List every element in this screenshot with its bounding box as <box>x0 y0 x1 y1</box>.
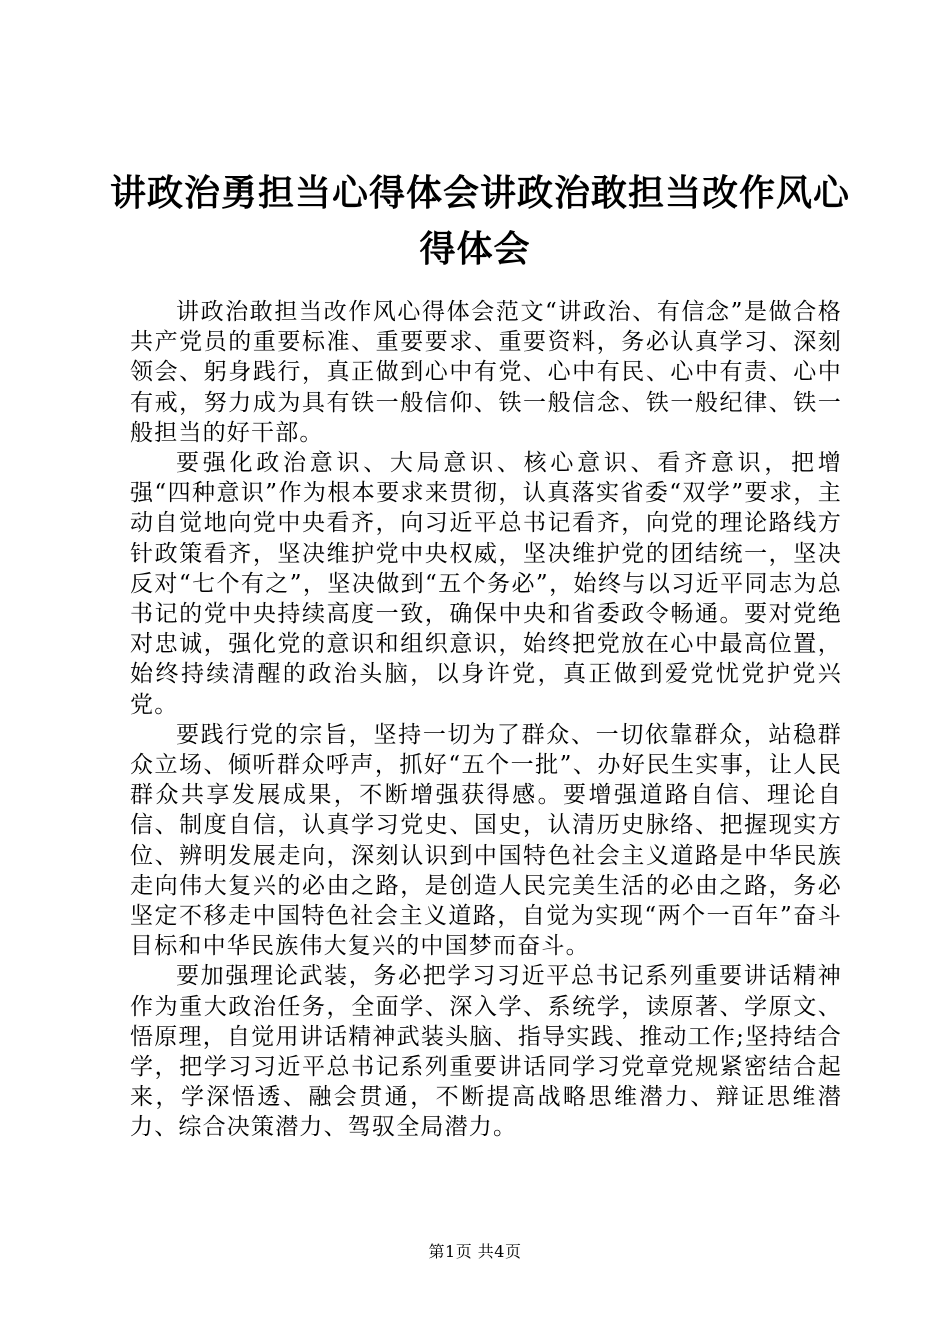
document-body <box>130 297 842 1143</box>
body-paragraph: 要践行党的宗旨，坚持一切为了群众、一切依靠群众，站稳群众立场、倾听群众呼声，抓好“五个一批”、办好民生实事，让人民群众共享发展成果，不断增强获得感。要增强道路自信、理论自信、制度自信，认真学习党史、国史，认清历史脉络、把握现实方位、辨明发展走向，深刻认识到中国特色社会主义道路是中华民族走向伟大复兴的必由之路，是创造人民完美生活的必由之路，务必坚定不移走中国特色社会主义道路，自觉为实现“两个一百年”奋斗目标和中华民族伟大复兴的中国梦而奋斗。 <box>130 721 842 960</box>
page-number-footer: 第1页 共4页 <box>428 1242 522 1261</box>
body-paragraph: 讲政治敢担当改作风心得体会范文“讲政治、有信念”是做合格共产党员的重要标准、重要要求、重要资料，务必认真学习、深刻领会、躬身践行，真正做到心中有党、心中有民、心中有责、心中有戒，努力成为具有铁一般信仰、铁一般信念、铁一般纪律、铁一般担当的好干部。 <box>130 299 842 446</box>
document-title-line-1: 讲政治勇担当心得体会讲政治敢担当改作风心 <box>110 173 851 214</box>
body-paragraph: 要加强理论武装，务必把学习习近平总书记系列重要讲话精神作为重大政治任务，全面学、深入学、系统学，读原著、学原文、悟原理，自觉用讲话精神武装头脑、指导实践、推动工作;坚持结合学，把学习习近平总书记系列重要讲话同学习党章党规紧密结合起来，学深悟透、融会贯通，不断提高战略思维潜力、辩证思维潜力、综合决策潜力、驾驭全局潜力。 <box>130 963 842 1141</box>
document-title-line-2: 得体会 <box>419 229 531 270</box>
document-title <box>110 166 851 278</box>
body-paragraph: 要强化政治意识、大局意识、核心意识、看齐意识，把增强“四种意识”作为根本要求来贯彻，认真落实省委“双学”要求，主动自觉地向党中央看齐，向习近平总书记看齐，向党的理论路线方针政策看齐，坚决维护党中央权威，坚决维护党的团结统一，坚决反对“七个有之”，坚决做到“五个务必”，始终与以习近平同志为总书记的党中央持续高度一致，确保中央和省委政令畅通。要对党绝对忠诚，强化党的意识和组织意识，始终把党放在心中最高位置，始终持续清醒的政治头脑，以身许党，真正做到爱党忧党护党兴党。 <box>130 450 842 718</box>
